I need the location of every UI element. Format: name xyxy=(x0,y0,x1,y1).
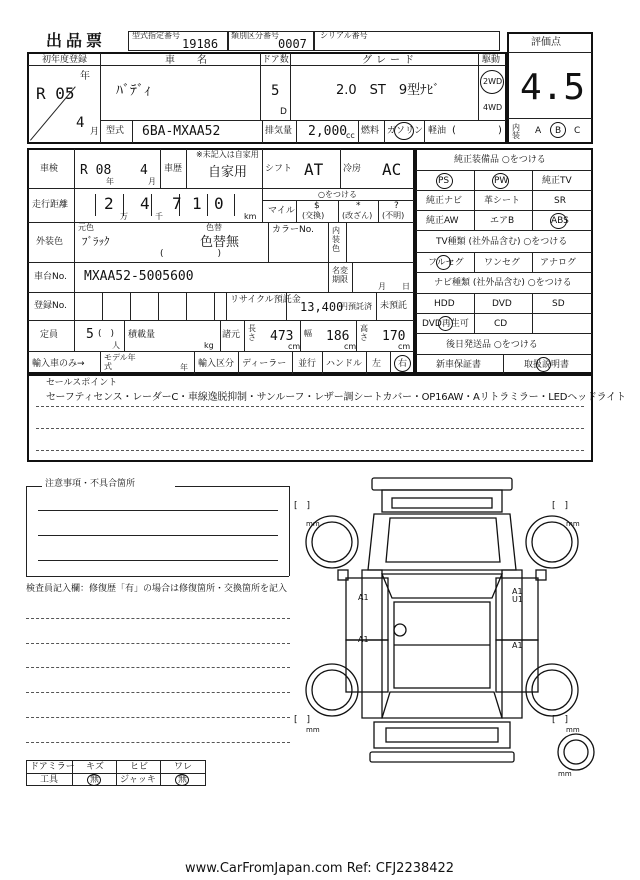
mileage-sen: 千 xyxy=(155,212,163,221)
inspection-month-unit: 月 xyxy=(148,177,156,186)
import-parallel: 並行 xyxy=(298,359,317,369)
shift-label: シフト xyxy=(265,164,293,174)
capacity-unit: 人 xyxy=(112,341,120,350)
fuel-label: 燃料 xyxy=(361,126,380,136)
later-manual: 取扱説明書 xyxy=(524,360,570,370)
mileage-digit-2: 4 xyxy=(140,194,150,213)
chassis-value: MXAA52-5005600 xyxy=(84,269,194,284)
mark-rr-door: A1 xyxy=(512,641,523,650)
class-no-value: 0007 xyxy=(278,37,307,51)
svg-text:[ ]: [ ] xyxy=(294,715,311,725)
inspection-month: 4 xyxy=(140,163,148,178)
mileage-digit-4: 1 xyxy=(192,194,202,213)
tv-title: TV種類 (社外品含む) ○をつける xyxy=(436,237,568,247)
door-value: 5 xyxy=(271,83,280,99)
model-year-label: モデル年式 xyxy=(104,353,136,371)
name-change-day: 日 xyxy=(402,282,410,291)
name-change-label: 名変期限 xyxy=(332,266,348,284)
handle-right-circle xyxy=(394,355,411,372)
legend-tools: 工具 xyxy=(40,775,59,785)
grade-value: 2.0 ST 9型ﾅﾋﾞ xyxy=(336,83,440,98)
car-damage-diagram xyxy=(290,470,600,800)
recycle-unit: 円預託済 xyxy=(340,302,372,311)
drive-4wd: 4WD xyxy=(483,103,503,112)
later-title: 後日発送品 ○をつける xyxy=(446,340,538,350)
interior-a: A xyxy=(535,126,542,136)
inspection-label: 車検 xyxy=(40,164,59,174)
mm-fr: mm xyxy=(566,520,580,528)
recycle-none: 未預託 xyxy=(380,301,408,311)
door-label: ドア数 xyxy=(262,55,289,65)
car-name-label: 車 名 xyxy=(165,55,213,66)
mileage-digit-1: 2 xyxy=(104,194,114,213)
navi-dvd-play: DVD再生可 xyxy=(422,319,469,329)
history-note: ※未記入は自家用 xyxy=(196,150,259,159)
navi-cd: CD xyxy=(494,319,508,329)
capacity-label: 定員 xyxy=(40,330,59,340)
legend-break: ワレ xyxy=(174,762,193,772)
page-title: 出品票 xyxy=(46,31,107,50)
drive-2wd-circle xyxy=(480,70,504,94)
equip-navi: 純正ナビ xyxy=(426,196,463,206)
navi-dvd: DVD xyxy=(492,299,512,309)
mm-fl: mm xyxy=(306,520,320,528)
equip-tv: 純正TV xyxy=(542,176,572,186)
equip-abs-circle xyxy=(550,213,567,229)
month-value: 4 xyxy=(76,115,85,131)
navi-hdd: HDD xyxy=(434,299,455,309)
import-dealer: ディーラー xyxy=(242,359,287,369)
equip-abs: ABS xyxy=(551,216,569,226)
tv-fullseg-circle xyxy=(436,255,451,270)
score-label: 評価点 xyxy=(531,37,561,48)
load-unit: kg xyxy=(204,341,214,350)
fuel-diesel: 軽油 xyxy=(428,126,447,136)
interior-label: 内装 xyxy=(512,123,520,140)
door-type: D xyxy=(280,107,287,117)
legend-crack: ヒビ xyxy=(130,762,149,772)
class-no-label: 類別区分番号 xyxy=(231,31,279,40)
legend-mirror: ドアミラー xyxy=(30,762,75,772)
equip-aw: 純正AW xyxy=(426,216,459,226)
meter-exchange-sym: $ xyxy=(314,201,320,211)
handle-label: ハンドル xyxy=(326,359,363,369)
year-unit: 年 xyxy=(80,71,90,82)
color-label: 外装色 xyxy=(36,237,64,247)
interior-b: B xyxy=(555,126,562,136)
load-label: 積載量 xyxy=(128,330,156,340)
meter-unknown-sym: ? xyxy=(394,201,399,211)
recycle-value: 13,400 xyxy=(300,300,344,314)
type-no-label: 型式指定番号 xyxy=(132,31,180,40)
mark-fr-door-u: U1 xyxy=(512,595,523,604)
width-label: 幅 xyxy=(304,329,312,338)
recycle-label: リサイクル預託金 xyxy=(230,295,301,305)
sales-text: セーフティセンス・レーダーC・車線逸脱抑制・サンルーフ・レザー調シートカバー・OP16AW・Aリトラミラー・LEDヘッドライト xyxy=(46,392,626,403)
legend-jack-circle xyxy=(175,774,189,786)
interior-color-label: 内装色 xyxy=(332,226,340,253)
navi-dvd-play-circle xyxy=(438,316,453,331)
displacement-unit: cc xyxy=(346,131,355,140)
mm-rl: mm xyxy=(306,726,320,734)
later-manual-circle xyxy=(536,357,551,372)
length-unit: cm xyxy=(288,342,301,351)
month-unit: 月 xyxy=(90,127,100,137)
width-unit: cm xyxy=(344,342,357,351)
equip-ps: PS xyxy=(438,176,450,186)
mileage-unit: km xyxy=(244,212,257,221)
svg-text:[ ]: [ ] xyxy=(552,715,569,725)
grade-label: グレード xyxy=(362,55,418,66)
displacement-value: 2,000 xyxy=(308,124,348,139)
height-label: 高さ xyxy=(360,324,368,342)
ac-label: 冷房 xyxy=(343,164,362,174)
tv-fullseg: フルセグ xyxy=(428,258,464,268)
displacement-label: 排気量 xyxy=(265,126,293,136)
fuel-gasoline-circle xyxy=(394,122,414,140)
meter-mile: マイル xyxy=(268,206,295,216)
history-value: 自家用 xyxy=(208,165,248,180)
year-label: 初年度登録 xyxy=(42,55,88,65)
fuel-gasoline: ガソリン xyxy=(387,126,424,136)
equip-pw: PW xyxy=(494,176,509,186)
mm-rr: mm xyxy=(566,726,580,734)
color-orig-value: ﾌﾞﾗｯｸ xyxy=(82,235,110,248)
caution-label: 注意事項・不具合箇所 xyxy=(45,479,136,489)
handle-right: 右 xyxy=(398,359,408,369)
name-change-month: 月 xyxy=(378,282,386,291)
mm-spare: mm xyxy=(558,770,572,778)
ac-value: AC xyxy=(382,160,402,179)
interior-c: C xyxy=(574,126,581,136)
color-orig-sub: 元色 xyxy=(78,223,94,232)
length-value: 473 xyxy=(270,329,294,344)
footer-watermark: www.CarFromJapan.com Ref: CFJ2238422 xyxy=(185,861,455,876)
height-value: 170 xyxy=(382,329,406,344)
height-unit: cm xyxy=(398,342,411,351)
mileage-digit-5: 0 xyxy=(214,194,224,213)
inspection-year-unit: 年 xyxy=(106,177,114,186)
model-label: 型式 xyxy=(106,126,125,136)
legend-tools-circle xyxy=(87,774,101,786)
equip-title: 純正装備品 ○をつける xyxy=(454,155,546,165)
meter-unknown: (不明) xyxy=(382,211,405,220)
serial-label: シリアル番号 xyxy=(320,31,368,40)
color-change-value: 色替無 xyxy=(200,235,240,250)
equip-sr: SR xyxy=(554,196,566,206)
year-value: R 05 xyxy=(36,84,75,103)
type-no-value: 19186 xyxy=(182,37,219,51)
mark-fl-door: A1 xyxy=(358,593,369,602)
navi-sd: SD xyxy=(552,299,565,309)
mark-fr-door: A1 xyxy=(512,587,523,596)
color-paren: ( ) xyxy=(160,249,222,259)
mileage-digit-3: 7 xyxy=(172,194,182,213)
meter-note: ○をつける xyxy=(318,190,357,199)
reg-label: 登録No. xyxy=(34,301,67,311)
equip-ps-circle xyxy=(436,173,453,189)
meter-exchange: (交換) xyxy=(302,211,325,220)
drive-2wd: 2WD xyxy=(483,77,503,86)
score-value: 4.5 xyxy=(520,67,586,108)
sales-label: セールスポイント xyxy=(46,378,118,388)
mileage-man: 万 xyxy=(120,212,128,221)
mileage-label: 走行距離 xyxy=(32,200,69,210)
import-label: 輸入車のみ→ xyxy=(32,359,85,369)
inspector-label: 検査員記入欄：修復歴「有」の場合は修復箇所・交換箇所を記入 xyxy=(26,584,288,594)
chassis-label: 車台No. xyxy=(34,272,67,282)
tv-oneseg: ワンセグ xyxy=(484,258,521,268)
equip-pw-circle xyxy=(492,173,509,189)
interior-b-circle xyxy=(550,122,566,138)
dims-label: 諸元 xyxy=(222,330,241,340)
model-value: 6BA-MXAA52 xyxy=(142,124,221,139)
mark-rl-door: A1 xyxy=(358,635,369,644)
svg-text:[ ]: [ ] xyxy=(294,501,311,511)
model-year-unit: 年 xyxy=(180,363,188,372)
shift-value: AT xyxy=(304,160,324,179)
length-label: 長さ xyxy=(248,324,256,342)
legend-tools-value: 無 xyxy=(90,775,100,785)
width-value: 186 xyxy=(326,329,350,344)
legend-jack-value: 無 xyxy=(178,775,188,785)
import-type-label: 輸入区分 xyxy=(198,359,235,369)
color-code-label: カラーNo. xyxy=(272,225,314,235)
legend-jack: ジャッキ xyxy=(120,775,156,785)
capacity-value: 5 xyxy=(86,327,94,342)
svg-text:[ ]: [ ] xyxy=(552,501,569,511)
legend-scratch: キズ xyxy=(86,762,104,772)
tv-analog: アナログ xyxy=(540,258,577,268)
meter-modified: (改ざん) xyxy=(342,211,373,220)
equip-airbag: エアB xyxy=(490,216,515,226)
drive-label: 駆動 xyxy=(482,55,501,65)
meter-modified-sym: * xyxy=(356,201,361,211)
history-label: 車歴 xyxy=(164,164,183,174)
color-change-label: 色替 xyxy=(206,223,222,232)
handle-left: 左 xyxy=(372,359,382,369)
later-warranty: 新車保証書 xyxy=(436,360,482,370)
navi-title: ナビ種類 (社外品含む) ○をつける xyxy=(434,278,572,288)
equip-leather: 革シート xyxy=(484,196,521,206)
car-name-value: ﾊﾞﾃﾞｨ xyxy=(116,83,151,99)
inspection-value: R 08 xyxy=(80,163,112,178)
